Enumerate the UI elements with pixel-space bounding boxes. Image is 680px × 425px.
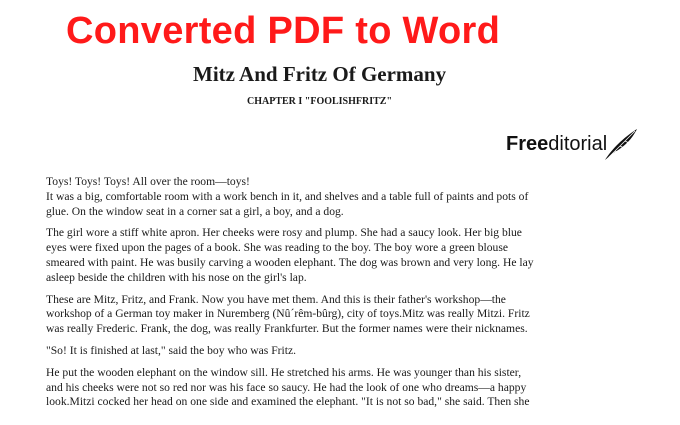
document-title: Mitz And Fritz Of Germany: [193, 62, 447, 86]
text-line: and his cheeks were not so red nor was his face so saucy. He had the look of one who dreams—a happy: [46, 380, 527, 394]
text-line: eyes were fixed upon the pages of a book. She was reading to the boy. The boy wore a green blouse: [46, 241, 509, 255]
text-line: asleep beside the children with his nose on the girl's lap.: [46, 270, 307, 284]
paragraph-3: [46, 293, 670, 337]
paragraph-2: [46, 226, 670, 285]
text-line: look.Mitzi cocked her head on one side and examined the elephant. "It is not so bad," she said. Then she: [46, 395, 530, 409]
text-line: Toys! Toys! Toys! All over the room—toys!: [46, 175, 250, 188]
text-line: The girl wore a stiff white apron. Her cheeks were rosy and plump. She had a saucy look. Her big blue: [46, 226, 522, 240]
document-body: [46, 175, 670, 417]
logo-ditorial-text: ditorial: [548, 133, 608, 155]
text-line: was really Frederic. Frank, the dog, was really Frankfurter. But the former names were their nicknames.: [46, 322, 528, 336]
text-line: "So! It is finished at last," said the boy who was Fritz.: [46, 343, 297, 357]
paragraph-5: [46, 366, 670, 410]
freeditorial-logo: [506, 127, 639, 161]
text-line: workshop of a German toy maker in Nuremberg (Nû´rêm-bûrg), city of toys.Mitz was really Mitzi. Fritz: [46, 307, 530, 321]
text-line: It was a big, comfortable room with a work bench in it, and shelves and a table full of paints and pots of: [46, 189, 529, 203]
text-line: He put the wooden elephant on the window sill. He stretched his arms. He was younger than his sister,: [46, 365, 522, 379]
logo-free-text: Free: [506, 133, 549, 155]
paragraph-1: [46, 175, 670, 190]
paragraph-4: [46, 344, 670, 359]
logo-wordmark: [506, 127, 607, 161]
text-line: These are Mitz, Fritz, and Frank. Now you have met them. And this is their father's workshop—the: [46, 292, 506, 306]
paragraph-1-cont: [46, 190, 670, 220]
quill-feather-icon: [603, 127, 639, 161]
converted-banner: Converted PDF to Word: [66, 10, 501, 52]
text-line: glue. On the window seat in a corner sat a girl, a boy, and a dog.: [46, 204, 344, 218]
chapter-heading: CHAPTER I "FOOLISHFRITZ": [247, 96, 393, 107]
text-line: smeared with paint. He was busily carving a wooden elephant. The dog was brown and very long. He lay: [46, 255, 534, 269]
